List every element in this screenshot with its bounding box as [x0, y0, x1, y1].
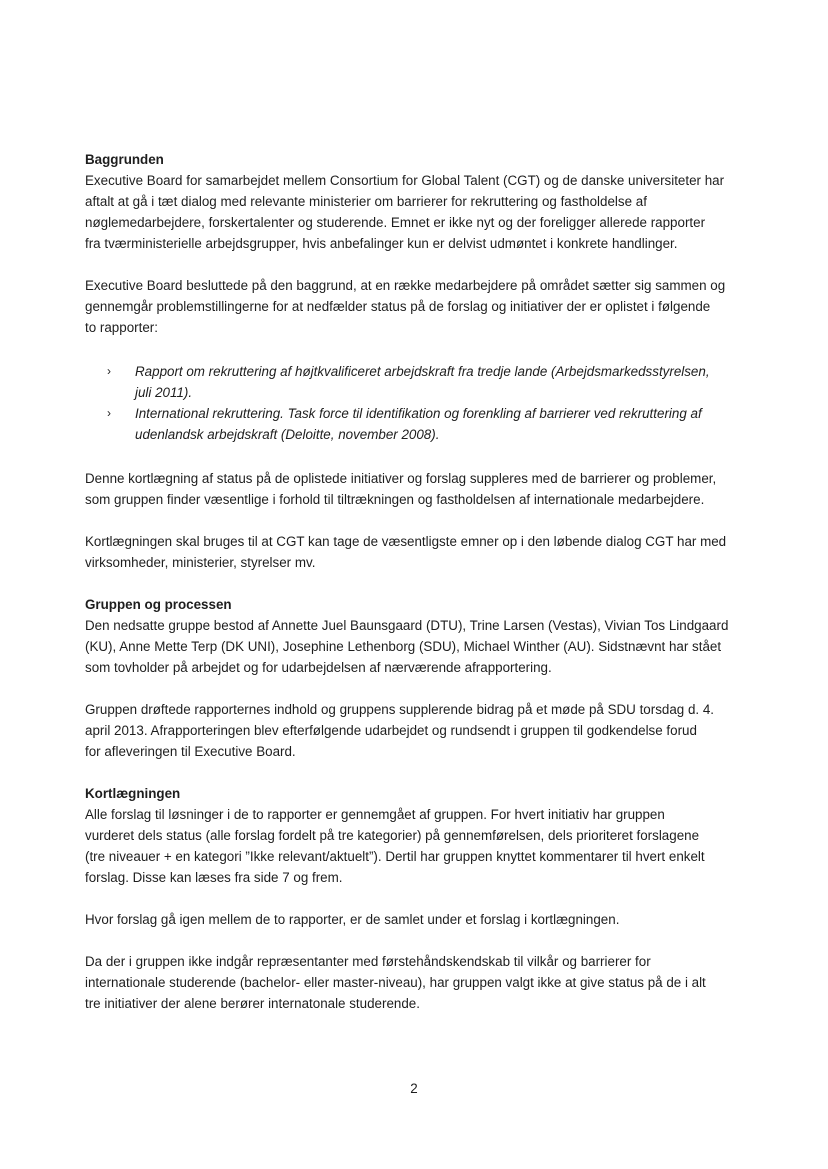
page-number: 2 — [410, 1081, 418, 1096]
text-line: Den nedsatte gruppe bestod af Annette Juel Baunsgaard (DTU), Trine Larsen (Vestas), Vivian Tos Lindgaard — [85, 618, 729, 633]
paragraph — [85, 531, 745, 573]
paragraph — [85, 951, 745, 1014]
text-line: Executive Board for samarbejdet mellem Consortium for Global Talent (CGT) og de danske universiteter har — [85, 173, 725, 188]
text-line: fra tværministerielle arbejdsgrupper, hvis anbefalinger kun er delvist udmøntet i konkrete handlinger. — [85, 236, 678, 251]
text-line: nøglemedarbejdere, forskertalenter og studerende. Emnet er ikke nyt og der foreligger allerede rapporter — [85, 215, 706, 230]
text-line: juli 2011). — [135, 385, 193, 400]
report-list — [85, 361, 745, 445]
page-body — [85, 149, 745, 1014]
text-line: internationale studerende (bachelor- eller master-niveau), har gruppen valgt ikke at give status på de i alt — [85, 975, 706, 990]
text-line: virksomheder, ministerier, styrelser mv. — [85, 555, 316, 570]
text-line: Gruppen drøftede rapporternes indhold og gruppens supplerende bidrag på et møde på SDU torsdag d. 4. — [85, 702, 715, 717]
section-heading: Baggrunden — [85, 152, 164, 167]
bullet-marker-icon: › — [107, 406, 111, 420]
text-line: Denne kortlægning af status på de oplistede initiativer og forslag suppleres med de barrierer og problemer, — [85, 471, 717, 486]
text-line: Alle forslag til løsninger i de to rapporter er gennemgået af gruppen. For hvert initiativ har gruppen — [85, 807, 665, 822]
text-line: (tre niveauer + en kategori ”Ikke relevant/aktuelt”). Dertil har gruppen knyttet kommentarer til hvert enkelt — [85, 849, 705, 864]
bullet-marker-icon: › — [107, 364, 111, 378]
paragraph — [85, 909, 745, 930]
text-line: aftalt at gå i tæt dialog med relevante ministerier om barrierer for rekruttering og fastholdelse af — [85, 194, 647, 209]
list-item — [85, 361, 745, 403]
text-line: Hvor forslag gå igen mellem de to rapporter, er de samlet under et forslag i kortlægningen. — [85, 912, 620, 927]
section-heading: Gruppen og processen — [85, 597, 232, 612]
list-item — [85, 403, 745, 445]
paragraph — [85, 615, 745, 678]
text-line: International rekruttering. Task force til identifikation og forenkling af barrierer ved rekruttering af — [135, 406, 702, 421]
text-line: som tovholder på arbejdet og for udarbejdelsen af nærværende afrapportering. — [85, 660, 552, 675]
text-line: forslag. Disse kan læses fra side 7 og frem. — [85, 870, 343, 885]
text-line: udenlandsk arbejdskraft (Deloitte, november 2008). — [135, 427, 440, 442]
text-line: som gruppen finder væsentlige i forhold til tiltrækningen og fastholdelsen af internationale medarbejdere. — [85, 492, 705, 507]
text-line: Kortlægningen skal bruges til at CGT kan tage de væsentligste emner op i den løbende dialog CGT har med — [85, 534, 727, 549]
section-baggrunden — [85, 149, 745, 573]
paragraph — [85, 275, 745, 338]
section-heading: Kortlægningen — [85, 786, 181, 801]
section-kortlaegningen — [85, 783, 745, 1014]
text-line: gennemgår problemstillingerne for at nedfælder status på de forslag og initiativer der er oplistet i følgende — [85, 299, 711, 314]
paragraph — [85, 170, 745, 254]
paragraph — [85, 468, 745, 510]
paragraph — [85, 699, 745, 762]
text-line: vurderet dels status (alle forslag fordelt på tre kategorier) på gennemførelsen, dels prioriteret forslagene — [85, 828, 700, 843]
text-line: for afleveringen til Executive Board. — [85, 744, 296, 759]
text-line: to rapporter: — [85, 320, 158, 335]
text-line: april 2013. Afrapporteringen blev efterfølgende udarbejdet og rundsendt i gruppen til godkendelse forud — [85, 723, 697, 738]
text-line: tre initiativer der alene berører internatonale studerende. — [85, 996, 420, 1011]
paragraph — [85, 804, 745, 888]
text-line: Da der i gruppen ikke indgår repræsentanter med førstehåndskendskab til vilkår og barrierer for — [85, 954, 651, 969]
text-line: Rapport om rekruttering af højtkvalificeret arbejdskraft fra tredje lande (Arbejdsmarkedsstyrelsen, — [135, 364, 710, 379]
section-gruppen-og-processen — [85, 594, 745, 762]
text-line: Executive Board besluttede på den baggrund, at en række medarbejdere på området sætter sig sammen og — [85, 278, 726, 293]
text-line: (KU), Anne Mette Terp (DK UNI), Josephine Lethenborg (SDU), Michael Winther (AU). Sidstnævnt har stået — [85, 639, 722, 654]
